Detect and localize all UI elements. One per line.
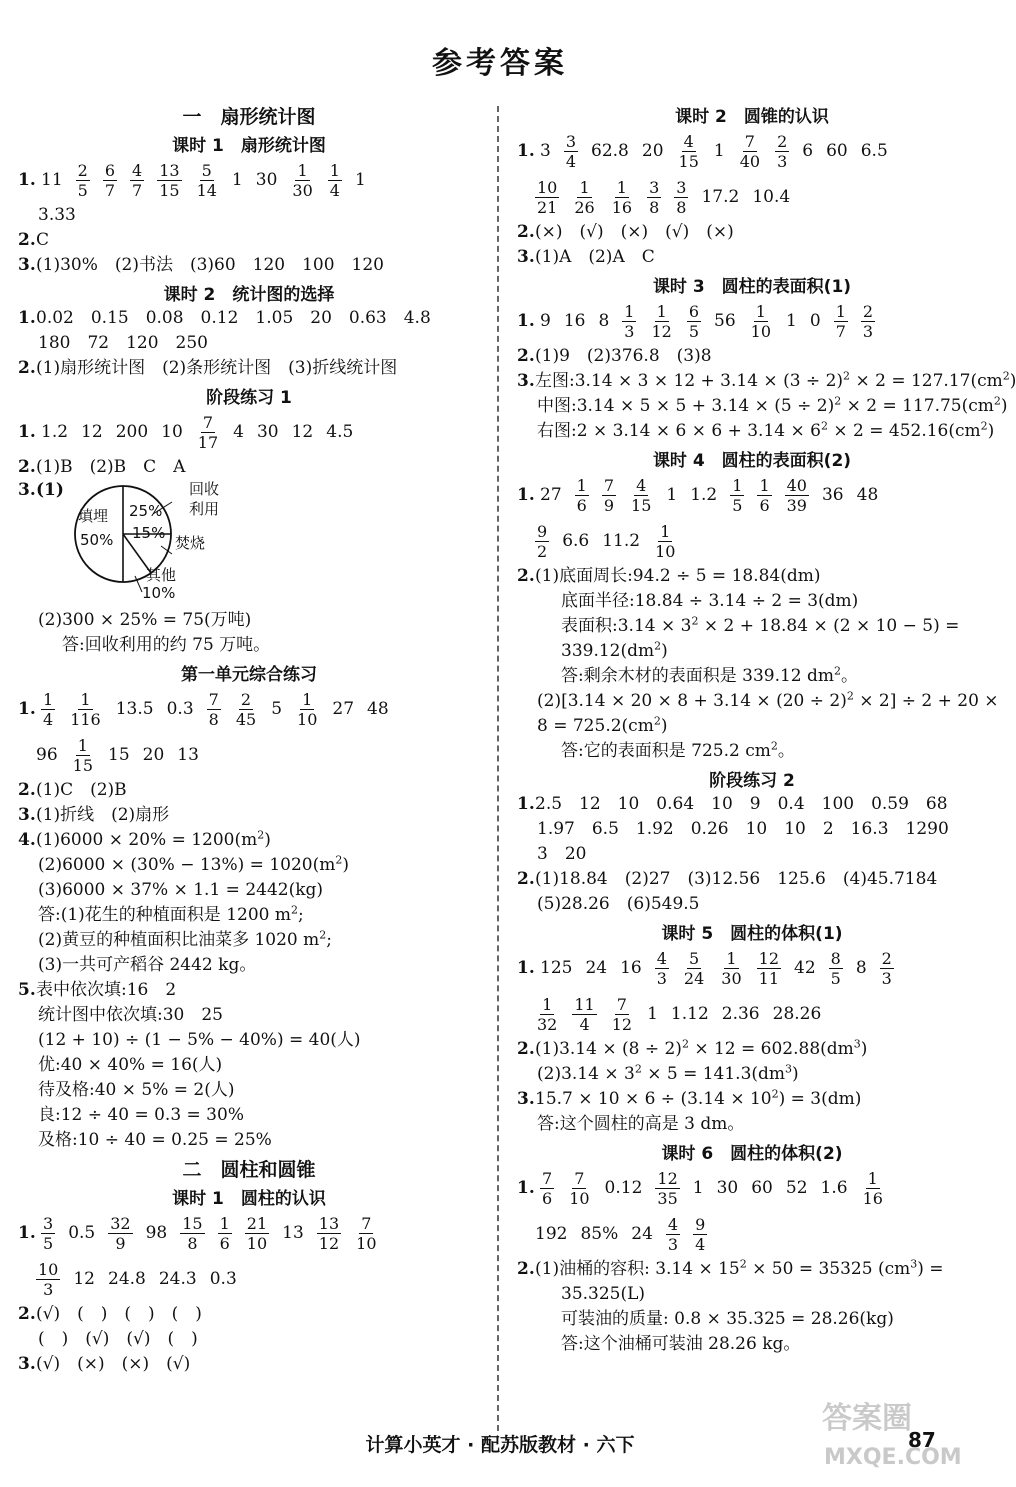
chapter-1-title: 一 扇形统计图	[182, 106, 316, 128]
answer-value: 1.2	[690, 485, 718, 505]
answer-line: $(2)[3.14 \times 20 \times 8 + 3.14 \times (20 \div 2)^2 \times 2] \div 2 + 20$ ×	[537, 689, 999, 711]
fraction: $\frac{7}{6}$	[542, 1168, 553, 1208]
fraction: $\frac{10}{3}$	[38, 1259, 59, 1299]
answer-line: 优:40 × 40% = 16(人)	[38, 1055, 223, 1075]
answer-value: 6.5	[860, 141, 888, 161]
fraction: $\frac{1}{116}$	[70, 689, 101, 729]
answer-value: 17.2	[701, 187, 740, 207]
answer-value: 28.26	[772, 1004, 822, 1024]
pie-label-recycle: 回收	[189, 480, 220, 498]
answer-value: 20	[142, 745, 165, 765]
fraction: $\frac{6}{5}$	[688, 301, 700, 341]
answer-value: 12	[73, 1269, 95, 1289]
fraction: $\frac{6}{7}$	[104, 160, 116, 200]
question-number: 1.	[18, 422, 36, 442]
answer-line: (12 + 10) ÷ (1 − 5% − 40%) = 40(人)	[38, 1030, 361, 1050]
answer-line: 2.(1)扇形统计图 (2)条形统计图 (3)折线统计图	[18, 358, 398, 378]
answer-row	[18, 157, 480, 203]
answer-line: $2.(1)3.14 \times (8 \div 2)^2 \times 12 = 602.88(dm^3)$	[517, 1037, 868, 1059]
fraction: $\frac{1}{10}$	[297, 689, 318, 729]
answer-row	[517, 1211, 987, 1257]
question-number: 1.	[517, 958, 535, 978]
answer-value: 1	[692, 1178, 704, 1198]
answer-row	[517, 991, 987, 1037]
answer-line: 1.97 6.5 1.92 0.26 10 10 2 16.3 1290	[537, 819, 949, 839]
answer-row	[517, 174, 987, 220]
answer-value: 27	[540, 485, 562, 505]
answer-line: 3.(1)A (2)A C	[517, 247, 655, 267]
fraction: $\frac{21}{10}$	[246, 1213, 268, 1253]
answer-row	[517, 298, 987, 344]
answer-line: 答:(1)花生的种植面积是 1200 $m^2$;	[38, 903, 304, 925]
fraction: $\frac{4}{15}$	[631, 475, 652, 515]
answer-value: 11.2	[602, 531, 641, 551]
answer-value: 60	[826, 141, 848, 161]
fraction: $\frac{7}{12}$	[611, 994, 633, 1034]
fraction: $\frac{1}{16}$	[611, 177, 633, 217]
answer-line: ( ) (√) (√) ( )	[38, 1329, 198, 1349]
answer-value: 1	[713, 141, 725, 161]
watermark-logo: 答案圈 MXQE.COM	[822, 1401, 962, 1470]
answer-value: 30	[255, 170, 278, 190]
pie-label-burn: 焚烧	[175, 534, 206, 552]
left-column	[18, 100, 480, 1377]
answer-value: 1.2	[41, 422, 69, 442]
answer-value: 1	[354, 170, 366, 190]
pie-label-landfill: 填埋	[78, 507, 109, 525]
fraction: $\frac{1}{7}$	[835, 301, 846, 341]
answer-line: 答:剩余木材的表面积是 339.12 $dm^2$。	[561, 664, 859, 686]
fraction: $\frac{7}{8}$	[208, 689, 219, 729]
chapter-2-title: 二 圆柱和圆锥	[182, 1159, 316, 1181]
answer-line: 2.(√) ( ) ( ) ( )	[18, 1304, 202, 1324]
answer-value: 0.3	[209, 1269, 237, 1289]
pie-pct-other: 10%	[142, 584, 176, 602]
answer-line: 右图:2 × $3.14 \times 6 \times 6 + 3.14 \times 6^2 \times 2 = 452.16(cm^2)$	[537, 419, 995, 441]
fraction: $\frac{2}{5}$	[77, 160, 88, 200]
answer-line: 2.(×) (√) (×) (√) (×)	[517, 222, 734, 242]
answer-value: 48	[856, 485, 879, 505]
question-number: 1.	[517, 1178, 535, 1198]
fraction: $\frac{1}{16}$	[862, 1168, 883, 1208]
answer-line: 表面积:3.14 × $3^2 \times 2 + 18.84 \times (2 \times 10 - 5)$ =	[561, 614, 960, 636]
answer-line: 答:回收利用的约 75 万吨。	[62, 635, 271, 655]
answer-value: 56	[714, 311, 736, 331]
pie-label-recycle: 利用	[189, 500, 220, 518]
fraction: $\frac{4}{7}$	[132, 160, 143, 200]
answer-line: 3.左图:3.14 × $3 \times 12 + 3.14 \times (3 \div 2)^2 \times 2 = 127.17(cm^2)$	[517, 369, 1016, 391]
fraction: $\frac{1}{26}$	[574, 177, 595, 217]
answer-line: 及格:10 ÷ 40 = 0.25 = 25%	[38, 1130, 272, 1150]
answer-line: 底面半径:18.84 ÷ 3.14 ÷ 2 = 3(dm)	[561, 591, 859, 611]
answer-line: 3 20	[537, 844, 587, 864]
fraction: $\frac{3}{5}$	[43, 1213, 54, 1253]
right-column	[517, 100, 1016, 1357]
answer-value: 1.6	[820, 1178, 848, 1198]
answer-value: 48	[367, 699, 389, 719]
fraction: $\frac{4}{3}$	[656, 948, 667, 988]
answer-value: 8	[598, 311, 610, 331]
question-number: 1.	[517, 485, 535, 505]
answer-value: 62.8	[591, 141, 629, 161]
answer-value: 5	[271, 699, 283, 719]
fraction: $\frac{3}{8}$	[676, 177, 687, 217]
question-number: 1.	[18, 1223, 36, 1243]
answer-line: 1.0.02 0.15 0.08 0.12 1.05 20 0.63 4.8	[18, 308, 431, 328]
answer-line: $(2)3.14 \times 3^2 \times 5 = 141.3(dm^3)$	[537, 1062, 799, 1084]
question-number: 1.	[517, 311, 535, 331]
answer-row	[18, 1256, 480, 1302]
answer-line: (2)300 × 25% = 75(万吨)	[38, 610, 252, 630]
answer-value: 4	[233, 422, 244, 442]
answer-row	[517, 1165, 987, 1211]
answer-value: 125	[540, 958, 573, 978]
answer-line: $3.15.7 \times 10 \times 6 \div (3.14 \times 10^2) = 3(dm)$	[517, 1087, 862, 1109]
fraction: $\frac{15}{8}$	[182, 1213, 203, 1253]
answer-line: 2.(1)9 (2)376.8 (3)8	[517, 346, 712, 366]
answer-line: 3.(1)30% (2)书法 (3)60 120 100 120	[18, 255, 385, 275]
answer-line: 2.(1)底面周长:94.2 ÷ 5 = 18.84(dm)	[517, 566, 821, 586]
answer-line: (5)28.26 (6)549.5	[537, 894, 700, 914]
answer-value: 24.3	[158, 1269, 197, 1289]
fraction: $\frac{11}{4}$	[574, 994, 595, 1034]
answer-row	[517, 945, 987, 991]
answer-value: 30	[256, 422, 279, 442]
fraction: $\frac{2}{3}$	[777, 131, 788, 171]
fraction: $\frac{1}{32}$	[537, 994, 558, 1034]
pie-pct-landfill: 50%	[80, 531, 114, 549]
fraction: $\frac{3}{4}$	[565, 131, 577, 171]
answer-value: 12	[81, 422, 103, 442]
answer-row	[18, 732, 480, 778]
fraction: $\frac{1}{5}$	[732, 475, 743, 515]
pie-label-other: 其他	[146, 566, 177, 584]
fraction: $\frac{9}{4}$	[695, 1214, 706, 1254]
answer-value: 10.4	[752, 187, 791, 207]
fraction: $\frac{4}{3}$	[667, 1214, 679, 1254]
fraction: $\frac{1}{4}$	[43, 689, 54, 729]
answer-line: 中图:3.14 × $5 \times 5 + 3.14 \times (5 \div 2)^2 \times 2 = 117.75(cm^2)$	[537, 394, 1008, 416]
answer-value: 11	[41, 170, 63, 190]
column-divider	[497, 106, 499, 1431]
fraction: $\frac{40}{39}$	[786, 475, 807, 515]
answer-line: 2.(1)C (2)B	[18, 780, 127, 800]
answer-line: 3.33	[38, 205, 76, 225]
question-number: 1.	[18, 170, 36, 190]
fraction: $\frac{1}{10}$	[655, 521, 676, 561]
answer-value: 24.8	[108, 1269, 146, 1289]
answer-line: 35.325(L)	[561, 1284, 646, 1304]
answer-value: 98	[145, 1223, 168, 1243]
answer-value: 0.12	[604, 1178, 643, 1198]
answer-value: 96	[36, 745, 58, 765]
answer-value: 27	[332, 699, 355, 719]
answer-value: 13	[177, 745, 199, 765]
answer-value: 0.5	[68, 1223, 96, 1243]
page-number: 87	[908, 1428, 936, 1452]
answer-value: 20	[641, 141, 664, 161]
answer-value: 6	[802, 141, 814, 161]
fraction: $\frac{10}{21}$	[537, 177, 558, 217]
answer-value: 24	[585, 958, 608, 978]
fraction: $\frac{2}{3}$	[881, 948, 892, 988]
fraction: $\frac{7}{17}$	[197, 412, 219, 452]
lesson-title: 阶段练习 2	[709, 771, 795, 791]
answer-value: 200	[115, 422, 149, 442]
lesson-title: 课时 3 圆柱的表面积(1)	[652, 277, 852, 297]
fraction: $\frac{1}{6}$	[576, 475, 587, 515]
answer-line: 2.(1)B (2)B C A	[18, 457, 186, 477]
fraction: $\frac{13}{15}$	[159, 160, 180, 200]
lesson-title: 课时 1 圆柱的认识	[172, 1189, 326, 1209]
lesson-title: 第一单元综合练习	[181, 665, 317, 685]
answer-value: 42	[794, 958, 816, 978]
fraction: $\frac{12}{11}$	[758, 948, 779, 988]
answer-line: (3)一共可产稻谷 2442 kg。	[38, 955, 257, 975]
answer-value: 30	[716, 1178, 739, 1198]
fraction: $\frac{1}{15}$	[72, 735, 93, 775]
answer-value: 0.3	[166, 699, 194, 719]
pie-pct-recycle: 25%	[129, 502, 163, 520]
fraction: $\frac{2}{3}$	[862, 301, 874, 341]
answer-row	[18, 409, 480, 455]
answer-value: 1	[647, 1004, 658, 1024]
answer-line: 2.C	[18, 230, 50, 250]
fraction: $\frac{12}{35}$	[657, 1168, 678, 1208]
answer-row	[517, 472, 987, 518]
answer-line: $8 = 725.2(cm^2)$	[537, 714, 668, 736]
answer-value: 10	[161, 422, 183, 442]
answer-line: $4.(1)6000 \times 20\% = 1200(m^2)$	[18, 828, 271, 850]
lesson-title: 课时 1 扇形统计图	[172, 136, 326, 156]
fraction: $\frac{3}{8}$	[649, 177, 660, 217]
fraction: $\frac{7}{10}$	[569, 1168, 590, 1208]
question-number: 1.	[517, 141, 535, 161]
answer-value: 1	[666, 485, 678, 505]
fraction: $\frac{7}{40}$	[739, 131, 761, 171]
answer-line: 1.2.5 12 10 0.64 10 9 0.4 100 0.59 68	[517, 794, 948, 814]
answer-value: 2.36	[721, 1004, 760, 1024]
question-number: 1.	[18, 699, 36, 719]
lesson-title: 课时 4 圆柱的表面积(2)	[652, 451, 852, 471]
answer-value: 13	[282, 1223, 304, 1243]
lesson-title: 课时 2 圆锥的认识	[675, 107, 829, 127]
answer-line: 5.表中依次填:16 2	[18, 980, 177, 1000]
answer-value: 1	[786, 311, 797, 331]
answer-value: 192	[535, 1224, 568, 1244]
fraction: $\frac{1}{3}$	[624, 301, 635, 341]
lesson-title: 课时 6 圆柱的体积(2)	[661, 1144, 843, 1164]
answer-row	[517, 128, 987, 174]
fraction: $\frac{1}{30}$	[292, 160, 313, 200]
answer-value: 3	[540, 141, 551, 161]
answer-value: 15	[108, 745, 130, 765]
answer-line: 待及格:40 × 5% = 2(人)	[38, 1080, 235, 1100]
answer-value: 13.5	[115, 699, 154, 719]
answer-line: 统计图中依次填:30 25	[38, 1005, 223, 1025]
fraction: $\frac{8}{5}$	[830, 948, 841, 988]
fraction: $\frac{4}{15}$	[678, 131, 699, 171]
lesson-title: 阶段练习 1	[206, 388, 292, 408]
fraction: $\frac{1}{30}$	[721, 948, 742, 988]
fraction: $\frac{1}{12}$	[651, 301, 672, 341]
fraction: $\frac{7}{10}$	[356, 1213, 377, 1253]
fraction: $\frac{5}{24}$	[683, 948, 705, 988]
answer-line: 答:这个圆柱的高是 3 dm。	[537, 1114, 745, 1134]
fraction: $\frac{1}{6}$	[759, 475, 770, 515]
answer-line: $339.12(dm^2)$	[561, 639, 668, 661]
fraction: $\frac{9}{2}$	[537, 521, 548, 561]
answer-value: 16	[620, 958, 642, 978]
answer-line: 良:12 ÷ 40 = 0.3 = 30%	[38, 1105, 244, 1125]
answer-value: 16	[563, 311, 586, 331]
answer-value: 1.12	[670, 1004, 709, 1024]
fraction: $\frac{13}{12}$	[318, 1213, 340, 1253]
answer-line: 3.(1)折线 (2)扇形	[18, 805, 170, 825]
answer-value: 52	[785, 1178, 808, 1198]
answer-value: 60	[751, 1178, 773, 1198]
answer-line: (2)黄豆的种植面积比油菜多 1020 $m^2$;	[38, 928, 333, 950]
pie-pct-burn: 15%	[132, 524, 166, 542]
answer-line: $(2)6000 \times (30\% - 13\%) = 1020(m^2)$	[38, 853, 349, 875]
answer-line: 可装油的质量: 0.8 × 35.325 = 28.26(kg)	[561, 1309, 894, 1329]
pie-chart-answer: 3.(1) 回收 利用 25% 填埋 50% 15% 焚烧 其他 10%	[18, 480, 480, 608]
answer-value: 24	[631, 1224, 653, 1244]
fraction: $\frac{7}{9}$	[603, 475, 615, 515]
fraction: $\frac{1}{10}$	[750, 301, 772, 341]
answer-value: 85%	[580, 1224, 619, 1244]
lesson-title: 课时 5 圆柱的体积(1)	[661, 924, 843, 944]
answer-line: 180 72 120 250	[38, 333, 208, 353]
answer-value: 4.5	[326, 422, 354, 442]
page-title: 参考答案	[432, 46, 568, 81]
fraction: $\frac{5}{14}$	[196, 160, 217, 200]
answer-value: 0	[809, 311, 821, 331]
answer-line: 2.(1)油桶的容积: $3.14 \times 15^2 \times 50 = 35325$ $(cm^3)$ =	[517, 1257, 944, 1279]
answer-value: 36	[821, 485, 844, 505]
answer-line: 答:这个油桶可装油 28.26 kg。	[561, 1334, 801, 1354]
fraction: $\frac{2}{45}$	[235, 689, 257, 729]
answer-line: 2.(1)18.84 (2)27 (3)12.56 125.6 (4)45.7184	[517, 869, 938, 889]
answer-value: 6.6	[562, 531, 590, 551]
answer-value: 12	[291, 422, 314, 442]
answer-row	[18, 1210, 480, 1256]
answer-line: 答:它的表面积是 725.2 $cm^2$。	[561, 739, 795, 761]
answer-line: 3.(√) (×) (×) (√)	[18, 1354, 191, 1374]
lesson-title: 课时 2 统计图的选择	[163, 285, 335, 305]
answer-row	[18, 686, 480, 732]
book-footer: 计算小英才 · 配苏版教材 · 六下	[365, 1434, 635, 1456]
fraction: $\frac{32}{9}$	[110, 1213, 131, 1253]
answer-value: 9	[540, 311, 551, 331]
fraction: $\frac{1}{4}$	[329, 160, 340, 200]
answer-line: (3)6000 × 37% × 1.1 = 2442(kg)	[38, 880, 324, 900]
answer-value: 1	[231, 170, 243, 190]
answer-row	[517, 518, 987, 564]
fraction: $\frac{1}{6}$	[219, 1213, 230, 1253]
answer-value: 8	[855, 958, 867, 978]
